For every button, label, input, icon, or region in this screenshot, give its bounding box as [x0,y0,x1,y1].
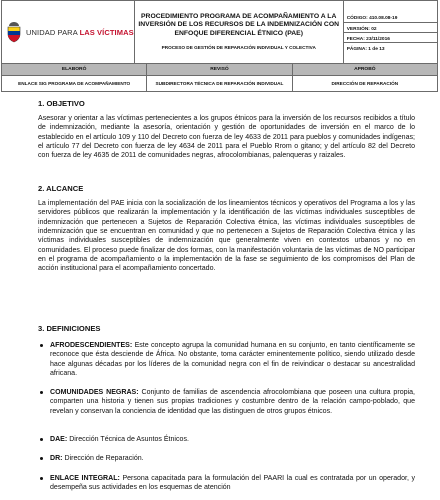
sign-header-aprobo: APROBÓ [292,64,437,76]
document-version: VERSIÓN: 02 [344,22,437,32]
section-heading-alcance: 2. ALCANCE [38,184,84,193]
process-name: PROCESO DE GESTIÓN DE REPARACIÓN INDIVIDUAL Y COLECTIVA [161,45,316,51]
title-cell [134,1,343,64]
document-header [1,0,438,64]
definition-item: AFRODESCENDIENTES: Este concepto agrupa la comunidad humana en su conjunto, en tanto científicamente se reconoce que ésta desciende de África. No obstante, toma carácter eminentemente político, siendo utilizado desde hace algunas décadas por los líderes de la comunidad negra con el fin de reivindicar o destacar su ancestralidad africana. [50,341,415,378]
definition-item: ENLACE INTEGRAL: Persona capacitada para la formulación del PAARI la cual es contratada por un operador, y desempeña sus actividades en los esquemas de atención [50,474,415,493]
definition-item: COMUNIDADES NEGRAS: Conjunto de familias de ascendencia afrocolombiana que poseen una cultura propia, comparten una historia y tienen sus propias tradiciones y costumbre dentro de la relación campo-poblado, que revelan y conservan la conciencia de identidad que las distinguen de otros grupos étnicos. [50,388,415,416]
signature-table [1,63,438,92]
unidad-victimas-logo [2,5,134,59]
logo-text: UNIDAD PARA LAS VÍCTIMAS [26,27,134,37]
section-heading-definiciones: 3. DEFINICIONES [38,324,101,333]
sign-value-aprobo: DIRECCIÓN DE REPARACIÓN [292,76,437,92]
objetivo-paragraph: Asesorar y orientar a las víctimas pertenecientes a los grupos étnicos para la inversión de los recursos recibidos a título de indemnización, mediante la asesoría, orientación y gestión de oportunidades de inversión en el marco de lo establecido en el artículo 109 y 110 del Decreto con fuerza de ley 4633 de 2011 para pueblos y comunidades indígenas; el artículo 77 del Decreto con fuerza de ley 4634 de 2011 para el Pueblo Rrom o gitano; y del artículo 82 del Decreto con fuerza de ley 4635 de 2011 de comunidades negras, afrocolombianas, palenqueras y raizales. [38,115,415,160]
sign-header-elaboro: ELABORÓ [2,64,147,76]
document-code: CÓDIGO: 410.08.08-19 [346,16,398,21]
colombia-crest-icon [6,21,22,43]
meta-cell [343,1,437,64]
sign-value-reviso: SUBDIRECTORA TÉCNICA DE REPARACIÓN INDIVIDUAL [147,76,292,92]
bullet-icon [40,344,43,347]
document-date: FECHA: 23/11/2016 [344,32,437,42]
sign-value-elaboro: ENLACE SIG PROGRAMA DE ACOMPAÑAMIENTO [2,76,147,92]
bullet-icon [40,438,43,441]
bullet-icon [40,477,43,480]
bullet-icon [40,457,43,460]
sign-header-reviso: REVISÓ [147,64,292,76]
logo-cell [2,1,135,64]
definition-item: DAE: Dirección Técnica de Asuntos Étnicos. [50,435,415,444]
page-number: PÁGINA: 1 de 13 [344,42,437,52]
document-title: PROCEDIMIENTO PROGRAMA DE ACOMPAÑAMIENTO A LA INVERSIÓN DE LOS RECURSOS DE LA INDEMNIZACIÓN CON ENFOQUE DIFERENCIAL ÉTNICO (PAE) [138,12,340,37]
alcance-paragraph: La implementación del PAE inicia con la socialización de los lineamientos técnicos y operativos del Programa a los y las servidores públicos que realizarán la implementación y la identificación de las víctimas individuales susceptibles de indemnización que pertenecen a Sujetos de Reparación Colectiva étnica, las víctimas individuales susceptibles de indemnización que se encuentran en comunidad y que no pertenecen a Sujetos de Reparación Colectiva étnica y las víctimas individuales susceptibles de indemnización que generalmente viven en contextos urbanos y no en comunidades. El proceso puede finalizar de dos formas, con la manifestación voluntaria de las víctimas de NO participar en el programa de acompañamiento o la implementación de la fase se seguimiento de los compromisos del Plan de acción institucional para el acompañamiento concertado. [38,200,415,273]
bullet-icon [40,391,43,394]
definition-item: DR: Dirección de Reparación. [50,454,415,463]
section-heading-objetivo: 1. OBJETIVO [38,99,85,108]
